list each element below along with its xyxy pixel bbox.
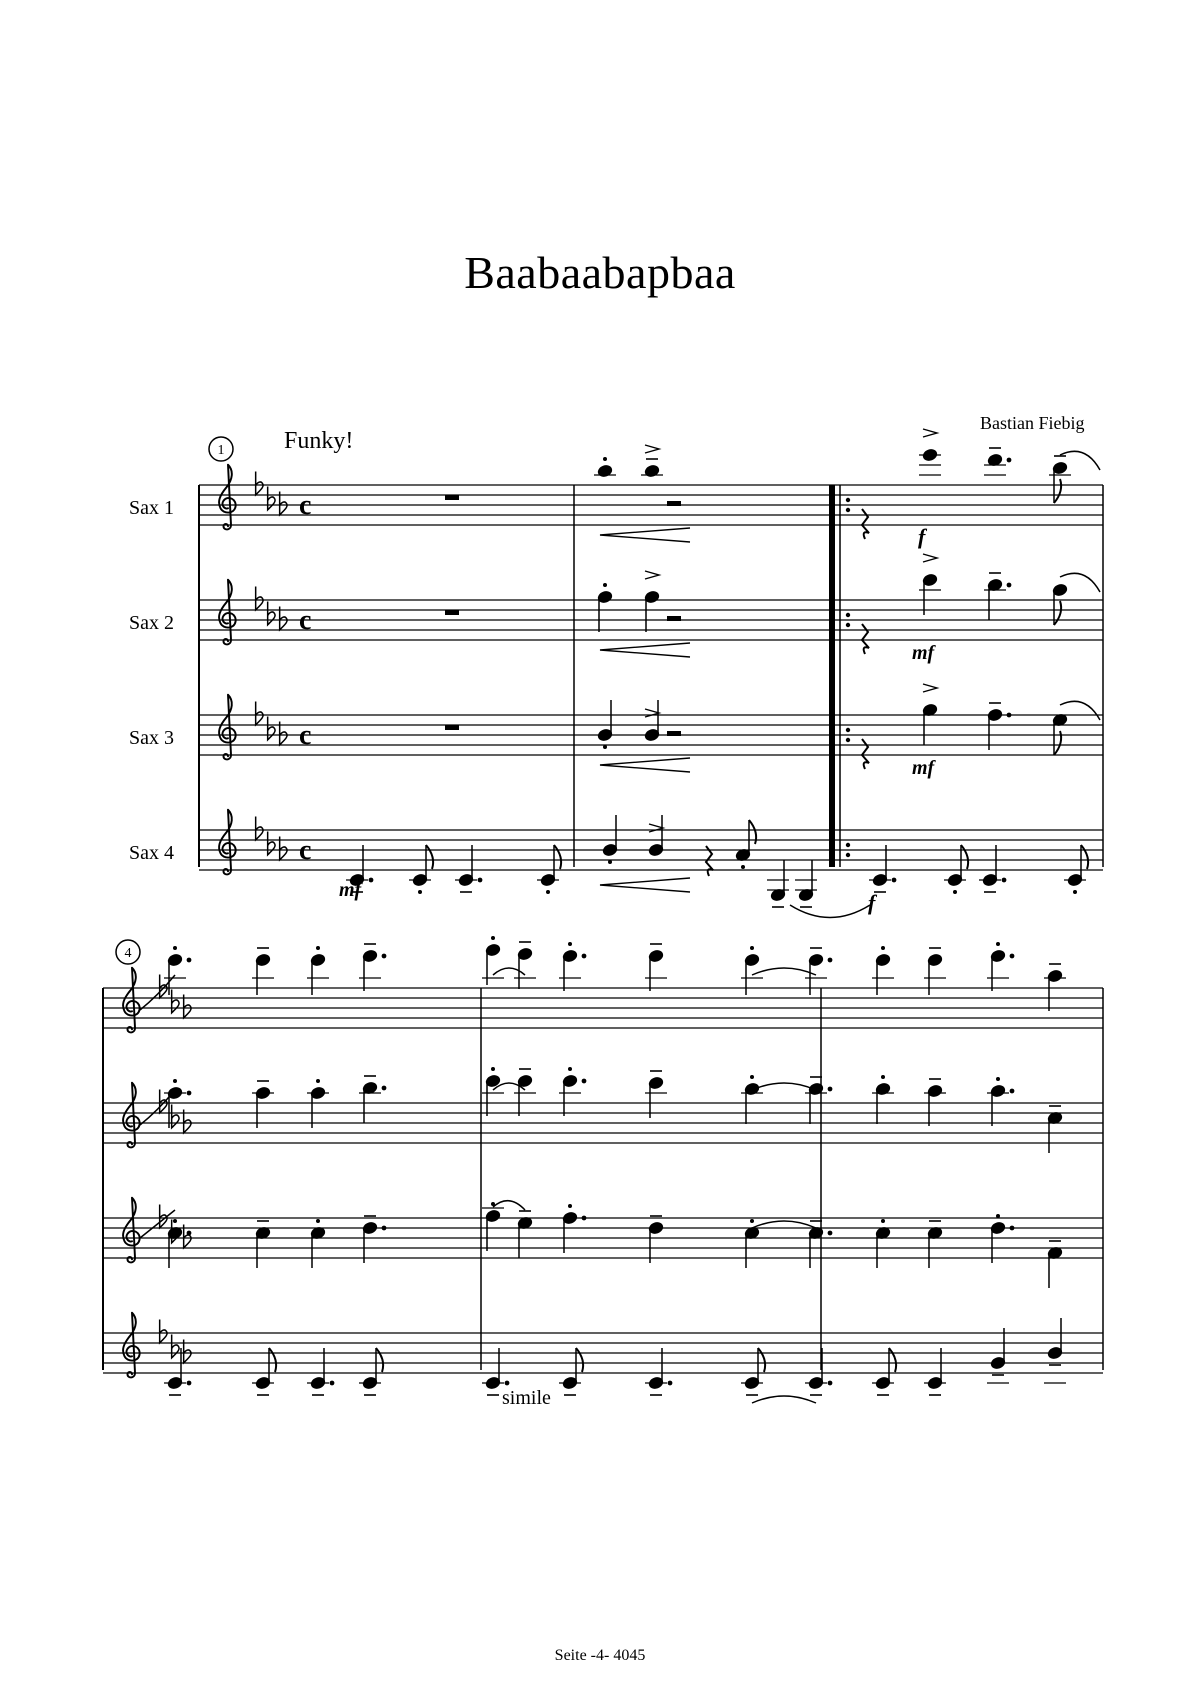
staccato-mark — [881, 1219, 885, 1223]
staccato-mark — [881, 946, 885, 950]
treble-clef-icon — [219, 580, 236, 645]
staccato-mark — [603, 745, 607, 749]
system-2 — [103, 940, 1103, 1377]
accent-mark — [645, 445, 659, 453]
staccato-mark — [491, 936, 495, 940]
rehearsal-mark-4-label: 4 — [124, 946, 132, 961]
note — [252, 1081, 274, 1128]
system-1 — [199, 437, 1103, 874]
time-signature: c — [299, 605, 312, 636]
note — [645, 1348, 672, 1395]
note-flag — [889, 1348, 896, 1372]
augmentation-dot — [1007, 713, 1012, 718]
staccato-mark — [173, 1079, 177, 1083]
note — [307, 1348, 334, 1395]
staccato-mark — [953, 890, 957, 894]
note — [359, 1348, 383, 1395]
flat-icon — [172, 1335, 179, 1358]
note — [741, 1348, 765, 1395]
flat-icon — [268, 832, 275, 855]
dynamic-sax4-f: f — [868, 890, 876, 915]
expression-simile: simile — [502, 1387, 551, 1409]
note — [767, 860, 789, 907]
augmentation-dot — [828, 958, 833, 963]
instrument-label-sax4: Sax 4 — [129, 842, 174, 864]
note — [875, 1219, 890, 1268]
augmentation-dot — [828, 1087, 833, 1092]
augmentation-dot — [187, 958, 192, 963]
accent-mark — [645, 571, 659, 579]
accent-mark — [645, 709, 659, 717]
treble-clef-icon — [123, 1198, 140, 1263]
note — [984, 448, 1011, 475]
note — [455, 845, 482, 892]
staccato-mark — [741, 865, 745, 869]
augmentation-dot — [828, 1381, 833, 1386]
augmentation-dot — [1010, 954, 1015, 959]
staccato-mark — [996, 1077, 1000, 1081]
slur — [752, 1221, 816, 1228]
flat-icon — [172, 990, 179, 1013]
augmentation-dot — [382, 954, 387, 959]
instrument-label-sax2: Sax 2 — [129, 612, 174, 634]
note — [919, 429, 941, 475]
note — [359, 1076, 386, 1123]
crescendo-hairpin — [600, 643, 690, 657]
staccato-mark — [316, 946, 320, 950]
augmentation-dot — [582, 1216, 587, 1221]
time-signature: c — [299, 835, 312, 866]
staccato-mark — [173, 946, 177, 950]
tempo-marking: Funky! — [284, 428, 354, 454]
note — [310, 1219, 325, 1268]
flat-icon — [256, 817, 263, 840]
note — [252, 1348, 276, 1395]
quarter-rest — [862, 739, 869, 769]
repeat-dot — [846, 728, 850, 732]
flat-icon — [268, 717, 275, 740]
augmentation-dot — [382, 1086, 387, 1091]
staccato-mark — [316, 1079, 320, 1083]
repeat-dot — [846, 613, 850, 617]
note — [641, 445, 663, 478]
note — [987, 1328, 1009, 1383]
note — [872, 1348, 896, 1395]
staccato-mark — [750, 1219, 754, 1223]
half-rest — [667, 731, 681, 736]
repeat-dot — [846, 498, 850, 502]
dynamic-sax4-mf: mf — [339, 879, 362, 901]
note — [644, 700, 659, 742]
augmentation-dot — [1007, 583, 1012, 588]
dynamic-sax3-mf: mf — [912, 757, 935, 779]
note — [735, 820, 756, 869]
augmentation-dot — [668, 1381, 673, 1386]
accent-mark — [923, 684, 937, 692]
augmentation-dot — [582, 1079, 587, 1084]
time-signature: c — [299, 720, 312, 751]
note — [1052, 713, 1067, 755]
system-2-staves — [103, 968, 1103, 1378]
augmentation-dot — [828, 1231, 833, 1236]
accent-mark — [649, 824, 663, 832]
note — [514, 1069, 536, 1116]
note — [919, 554, 941, 615]
staccato-mark — [996, 1214, 1000, 1218]
crescendo-hairpin — [600, 758, 690, 772]
augmentation-dot — [330, 1381, 335, 1386]
note — [987, 1077, 1014, 1126]
staccato-mark — [546, 890, 550, 894]
staccato-mark — [881, 1075, 885, 1079]
note — [648, 1216, 663, 1263]
system-1-staves — [199, 465, 1103, 875]
staccato-mark — [750, 946, 754, 950]
staccato-mark — [316, 1219, 320, 1223]
note — [482, 1067, 504, 1116]
note — [872, 1075, 894, 1124]
note-flag — [1054, 479, 1061, 503]
note — [987, 942, 1014, 991]
note — [987, 703, 1011, 750]
repeat-dot — [846, 623, 850, 627]
note-head — [644, 464, 659, 477]
slur — [752, 1396, 816, 1403]
note — [644, 571, 659, 632]
staccato-mark — [568, 1067, 572, 1071]
treble-clef-icon — [219, 465, 236, 530]
repeat-dot — [846, 508, 850, 512]
note — [559, 942, 586, 991]
note — [594, 457, 616, 478]
repeat-dot — [846, 738, 850, 742]
time-signature: c — [299, 490, 312, 521]
staccato-mark — [173, 1219, 177, 1223]
flat-icon — [256, 702, 263, 725]
dynamic-sax2-mf: mf — [912, 642, 935, 664]
page-footer: Seite -4- 4045 — [554, 1647, 646, 1664]
note-flag — [1054, 601, 1061, 625]
note-flag — [961, 845, 968, 869]
flat-icon — [160, 1320, 167, 1343]
note — [164, 1348, 191, 1395]
notes-layer — [140, 429, 1100, 1403]
staccato-mark — [996, 942, 1000, 946]
note — [924, 1348, 946, 1395]
note — [805, 1348, 832, 1395]
crescendo-hairpin — [600, 878, 690, 892]
dynamic-sax1-f: f — [918, 524, 926, 549]
accent-mark — [923, 429, 937, 437]
augmentation-dot — [187, 1381, 192, 1386]
augmentation-dot — [382, 1226, 387, 1231]
augmentation-dot — [1010, 1089, 1015, 1094]
augmentation-dot — [369, 878, 374, 883]
note — [805, 1077, 832, 1124]
note — [645, 1071, 667, 1118]
flat-icon — [268, 487, 275, 510]
note — [645, 944, 667, 991]
instrument-label-sax3: Sax 3 — [129, 727, 174, 749]
repeat-dot — [846, 853, 850, 857]
note — [984, 573, 1011, 620]
staccato-mark — [603, 583, 607, 587]
note — [362, 1216, 386, 1263]
treble-clef-icon — [123, 1083, 140, 1148]
augmentation-dot — [1010, 1226, 1015, 1231]
flat-icon — [268, 602, 275, 625]
augmentation-dot — [478, 878, 483, 883]
staccato-mark — [568, 942, 572, 946]
accent-mark — [923, 554, 937, 562]
whole-rest — [445, 610, 459, 615]
note — [514, 942, 536, 989]
note-flag — [269, 1348, 276, 1372]
note — [869, 845, 896, 892]
staccato-mark — [608, 860, 612, 864]
whole-rest — [445, 725, 459, 730]
note-flag — [376, 1348, 383, 1372]
flat-icon — [256, 472, 263, 495]
composer-credit: Bastian Fiebig — [980, 413, 1085, 433]
treble-clef-icon — [123, 968, 140, 1033]
quarter-rest — [862, 509, 869, 539]
half-rest — [667, 501, 681, 506]
note — [597, 583, 612, 632]
note-head — [597, 464, 612, 477]
flat-icon — [160, 1205, 167, 1228]
augmentation-dot — [582, 954, 587, 959]
staccato-mark — [750, 1075, 754, 1079]
note — [482, 1202, 504, 1251]
slur — [493, 968, 525, 975]
augmentation-dot — [187, 1091, 192, 1096]
staccato-mark — [1073, 890, 1077, 894]
augmentation-dot — [1002, 878, 1007, 883]
instrument-label-sax1: Sax 1 — [129, 497, 174, 519]
note — [1049, 456, 1071, 503]
staccato-mark — [603, 457, 607, 461]
note — [359, 944, 386, 991]
treble-clef-icon — [219, 695, 236, 760]
flat-icon — [172, 1105, 179, 1128]
flat-icon — [256, 587, 263, 610]
treble-clef-icon — [123, 1313, 140, 1378]
rehearsal-mark-1-label: 1 — [217, 443, 225, 458]
whole-rest — [445, 495, 459, 500]
staccato-mark — [491, 1067, 495, 1071]
note-flag — [554, 845, 561, 869]
half-rest — [667, 616, 681, 621]
slur — [752, 968, 816, 975]
note — [741, 1075, 763, 1124]
note — [482, 936, 504, 985]
crescendo-hairpin — [600, 528, 690, 542]
augmentation-dot — [1007, 458, 1012, 463]
slur — [752, 1083, 816, 1090]
treble-clef-icon — [219, 810, 236, 875]
note — [1052, 583, 1067, 625]
staccato-mark — [418, 890, 422, 894]
quarter-rest — [862, 624, 869, 654]
augmentation-dot — [505, 1381, 510, 1386]
note — [979, 845, 1006, 892]
note-flag — [576, 1348, 583, 1372]
note — [648, 815, 663, 857]
augmentation-dot — [892, 878, 897, 883]
staccato-mark — [568, 1204, 572, 1208]
augmentation-dot — [187, 1231, 192, 1236]
page-title: Baabaabapbaa — [464, 247, 736, 298]
note-flag — [426, 845, 433, 869]
repeat-dot — [846, 843, 850, 847]
note-flag — [1081, 845, 1088, 869]
note-flag — [758, 1348, 765, 1372]
note — [795, 860, 817, 907]
note — [559, 1348, 583, 1395]
note — [559, 1067, 586, 1116]
